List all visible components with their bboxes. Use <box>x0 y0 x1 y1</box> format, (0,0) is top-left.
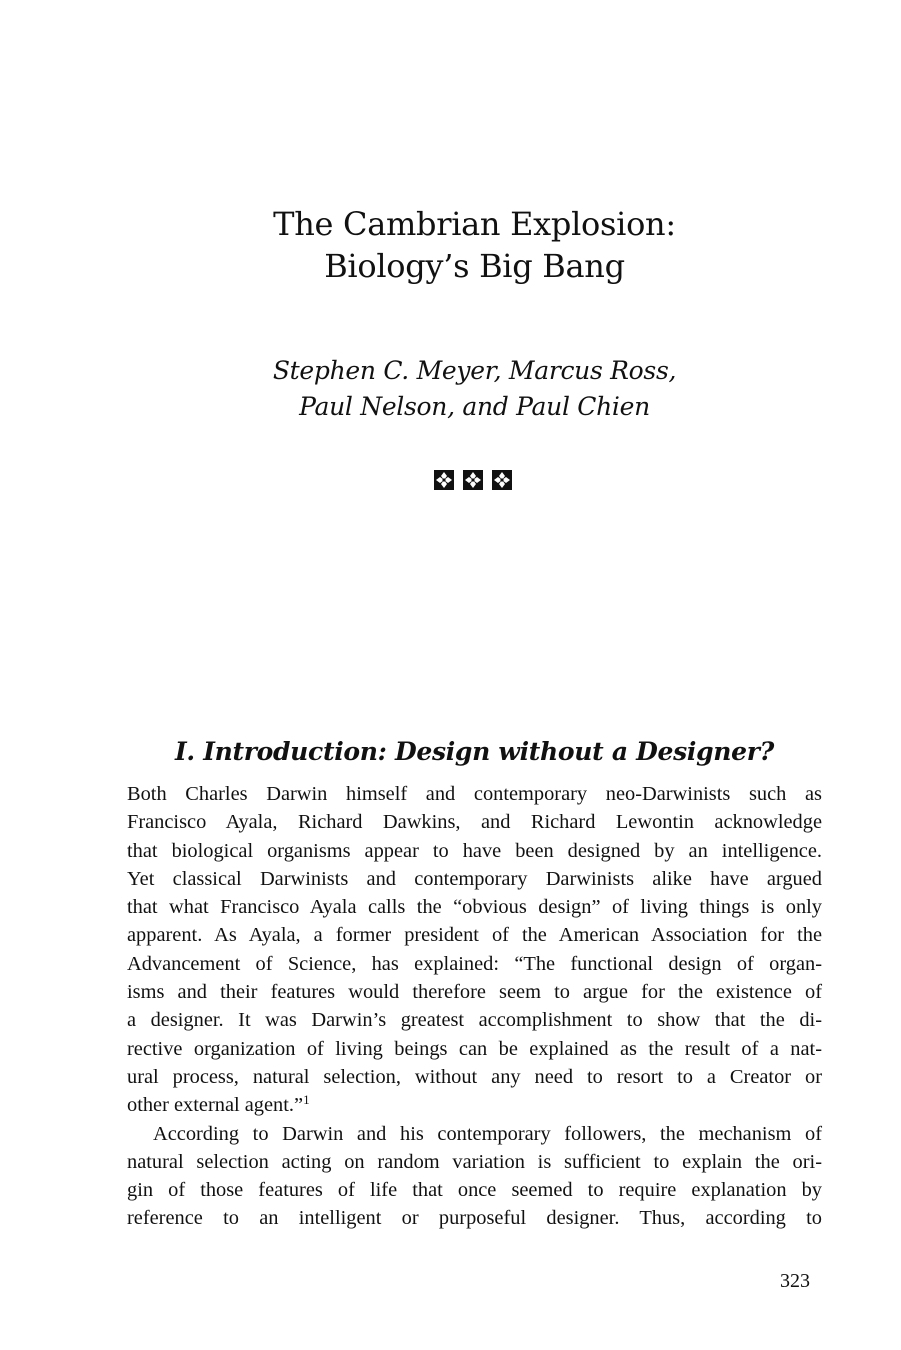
text-line: ural process, natural selection, without any need to resort to a Creator or <box>127 1065 822 1088</box>
paragraph-1 <box>127 780 822 1120</box>
text-line: isms and their features would therefore seem to argue for the existence of <box>127 981 822 1004</box>
footnote-marker[interactable]: 1 <box>303 1092 310 1108</box>
text-line: gin of those features of life that once seemed to require explanation by <box>127 1179 822 1202</box>
paragraph-2 <box>127 1120 822 1233</box>
chapter-title <box>0 203 901 287</box>
text-line: reference to an intelligent or purposeful designer. Thus, according to <box>127 1207 822 1230</box>
body-text <box>127 780 822 1233</box>
fleuron-ornament-icon <box>463 470 483 490</box>
page-number: 323 <box>780 1270 810 1292</box>
text-line: Yet classical Darwinists and contemporary Darwinists alike have argued <box>127 867 822 890</box>
fleuron-ornament-icon <box>434 470 454 490</box>
text-line: Both Charles Darwin himself and contemporary neo-Darwinists such as <box>127 783 822 805</box>
text-line: Francisco Ayala, Richard Dawkins, and Richard Lewontin acknowledge <box>127 811 822 834</box>
section-heading: I. Introduction: Design without a Designer? <box>175 737 774 766</box>
fleuron-ornament-icon <box>492 470 512 490</box>
text-line-content: other external agent.” <box>127 1094 304 1117</box>
text-line: a designer. It was Darwin’s greatest accomplishment to show that the di- <box>127 1009 822 1032</box>
text-line: that what Francisco Ayala calls the “obvious design” of living things is only <box>127 896 822 919</box>
authors-line-1: Stephen C. Meyer, Marcus Ross, <box>272 356 677 385</box>
chapter-title-line-1: The Cambrian Explosion: <box>273 205 676 243</box>
text-line: apparent. As Ayala, a former president of the American Association for the <box>127 924 822 947</box>
section-ornament <box>434 470 512 490</box>
text-line: Advancement of Science, has explained: “The functional design of organ- <box>127 952 822 975</box>
chapter-title-line-2: Biology’s Big Bang <box>324 247 625 285</box>
text-line: According to Darwin and his contemporary followers, the mechanism of <box>153 1122 822 1145</box>
text-line: natural selection acting on random variation is sufficient to explain the ori- <box>127 1150 822 1173</box>
text-line: that biological organisms appear to have been designed by an intelligence. <box>127 839 822 862</box>
text-line <box>127 1091 822 1119</box>
authors-line-2: Paul Nelson, and Paul Chien <box>299 392 650 421</box>
chapter-authors <box>0 353 901 425</box>
text-line: rective organization of living beings can be explained as the result of a nat- <box>127 1037 822 1060</box>
